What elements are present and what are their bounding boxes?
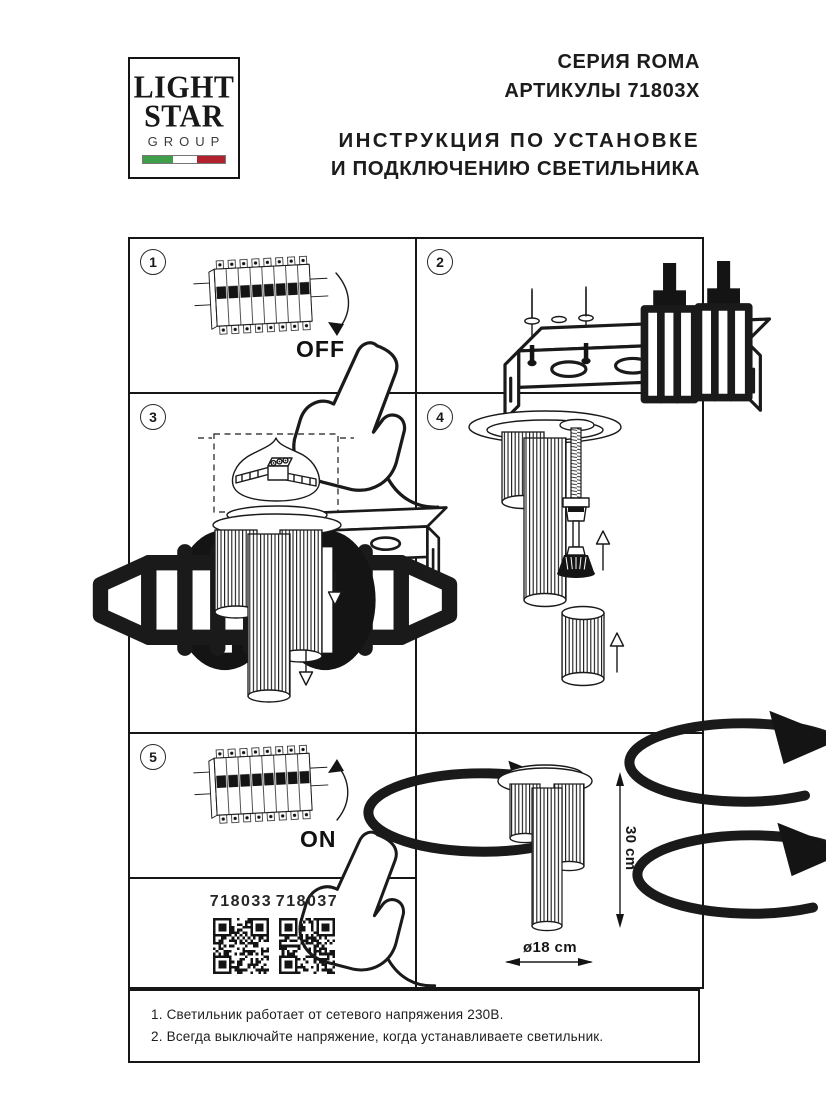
- lamp-socket: [563, 498, 589, 507]
- italian-flag-bar: [142, 155, 226, 164]
- step-panel-3: [130, 394, 415, 732]
- circuit-breaker-row: [193, 254, 330, 340]
- series-title: СЕРИЯ ROMA: [557, 51, 700, 73]
- dimensions-panel: [417, 734, 702, 987]
- articles-title: АРТИКУЛЫ 71803X: [504, 80, 700, 102]
- diameter-dimension-label: ø18 cm: [522, 939, 578, 956]
- screw-icon: [530, 345, 535, 361]
- wall-anchor-icon: [644, 263, 694, 400]
- lightstar-logo: [128, 57, 240, 179]
- qr-code-718037: [279, 918, 335, 974]
- power-off-label: OFF: [296, 336, 345, 362]
- instruction-steps-table: [128, 237, 704, 989]
- page-title-line2: И ПОДКЛЮЧЕНИЮ СВЕТИЛЬНИКА: [330, 157, 700, 180]
- note-line-2: 2. Всегда выключайте напряжение, когда устанавливаете светильник.: [151, 1029, 604, 1045]
- product-codes-panel: [130, 879, 415, 987]
- product-code-block-1: [209, 893, 277, 974]
- step-2-number: 2: [436, 254, 444, 270]
- height-dimension-label: 30 cm: [622, 826, 639, 871]
- flag-white-segment: [173, 156, 198, 163]
- page-title-line1: ИНСТРУКЦИЯ ПО УСТАНОВКЕ: [338, 129, 700, 152]
- wall-anchor-icon: [698, 261, 748, 398]
- circuit-breaker-off-illustration: [130, 239, 415, 392]
- threaded-rod: [571, 428, 581, 498]
- step-panel-5: [130, 734, 415, 877]
- step-5-number: 5: [149, 749, 157, 765]
- cylinder-shade: [532, 788, 562, 926]
- screw-icon: [584, 343, 589, 359]
- logo-word-star: STAR: [144, 99, 224, 134]
- step-panel-4: [417, 394, 702, 732]
- circuit-breaker-on-illustration: [130, 734, 415, 877]
- power-on-label: ON: [300, 826, 337, 852]
- step-panel-2: [417, 239, 702, 392]
- logo-word-light: LIGHT: [133, 70, 235, 105]
- flag-green-segment: [143, 156, 173, 163]
- product-code-label: 718037: [275, 893, 339, 910]
- mounting-bracket-illustration: [417, 239, 702, 392]
- step-4-number: 4: [436, 409, 444, 425]
- diameter-dimension-line: [505, 958, 593, 966]
- product-code-block-2: [275, 893, 343, 974]
- turn-off-arrow-icon: [336, 273, 349, 331]
- bulb-installation-illustration: [417, 394, 702, 732]
- step-3-number: 3: [149, 409, 157, 425]
- qr-code-718033: [213, 918, 269, 974]
- circuit-breaker-row: [193, 743, 330, 829]
- wiring-connection-illustration: [130, 394, 415, 732]
- step-panel-1: [130, 239, 415, 392]
- document-header: [331, 48, 700, 183]
- note-line-1: 1. Светильник работает от сетевого напряжения 230В.: [151, 1007, 504, 1022]
- logo-word-group: GROUP: [147, 134, 226, 149]
- flag-red-segment: [197, 156, 225, 163]
- turn-on-arrow-icon: [336, 764, 348, 820]
- safety-notes-box: [128, 989, 700, 1063]
- separate-cylinder-shade: [562, 607, 604, 686]
- product-code-label: 718033: [209, 893, 273, 910]
- step-1-number: 1: [149, 254, 157, 270]
